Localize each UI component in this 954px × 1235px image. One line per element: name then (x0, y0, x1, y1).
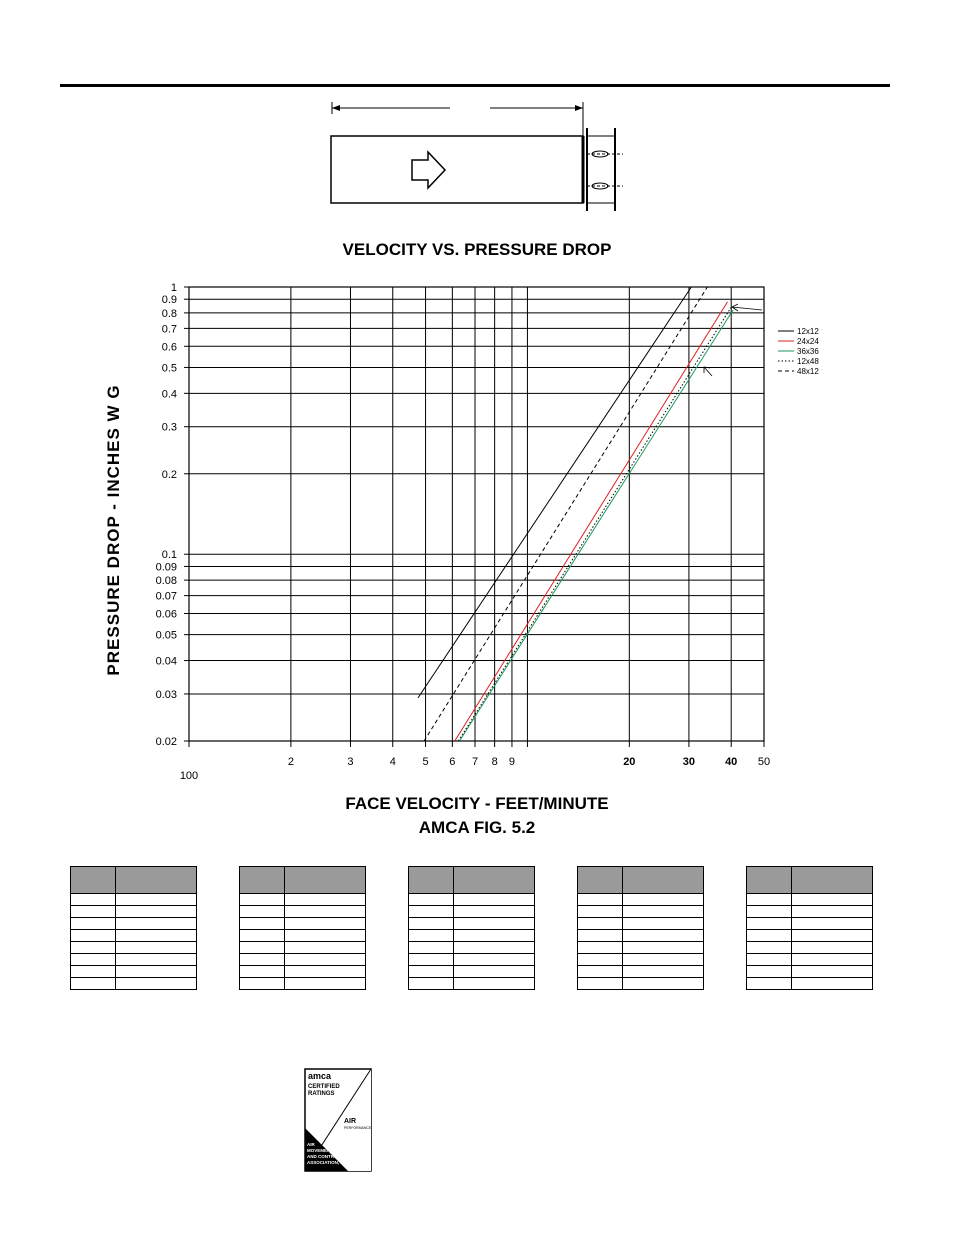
table-row (71, 966, 197, 978)
legend-label: 12x12 (797, 327, 819, 336)
table-cell (578, 906, 623, 918)
table-header-cell (71, 867, 116, 894)
table-cell (578, 894, 623, 906)
table-header-row (578, 867, 704, 894)
table-cell (454, 930, 535, 942)
svg-text:CERTIFIED: CERTIFIED (308, 1084, 340, 1090)
table-cell (116, 906, 197, 918)
table-cell (623, 942, 704, 954)
table-header-cell (792, 867, 873, 894)
table-cell (71, 894, 116, 906)
x-axis-label: FACE VELOCITY - FEET/MINUTE (345, 794, 609, 813)
table-cell (623, 918, 704, 930)
table-cell (578, 966, 623, 978)
table-cell (71, 930, 116, 942)
y-tick-label: 0.9 (161, 294, 177, 307)
x-tick-label: 30 (682, 756, 696, 768)
table-row (240, 942, 366, 954)
table-row (409, 942, 535, 954)
table-row (578, 954, 704, 966)
table-cell (747, 930, 792, 942)
svg-text:AND CONTROL: AND CONTROL (307, 1154, 341, 1159)
amca-certified-ratings-seal (304, 1068, 372, 1172)
table-header-cell (116, 867, 197, 894)
table-cell (409, 906, 454, 918)
table-cell (454, 894, 535, 906)
table-cell (747, 918, 792, 930)
legend-label: 12x48 (797, 357, 819, 366)
table-cell (240, 930, 285, 942)
table-cell (792, 966, 873, 978)
table-cell (116, 978, 197, 990)
table-cell (285, 930, 366, 942)
table-header-cell (409, 867, 454, 894)
x-tick-label: 9 (508, 756, 516, 768)
table-row (409, 894, 535, 906)
chart-title: VELOCITY VS. PRESSURE DROP (342, 240, 612, 259)
table-cell (285, 918, 366, 930)
table-cell (409, 954, 454, 966)
table-cell (409, 978, 454, 990)
table-cell (71, 906, 116, 918)
table-cell (240, 918, 285, 930)
table-cell (71, 918, 116, 930)
table-cell (116, 930, 197, 942)
table-cell (623, 966, 704, 978)
data-table (746, 866, 873, 990)
table-cell (116, 942, 197, 954)
table-header-row (71, 867, 197, 894)
x-tick-label: 20 (623, 756, 636, 768)
table-cell (792, 906, 873, 918)
table-cell (285, 942, 366, 954)
table-cell (285, 954, 366, 966)
table-cell (409, 894, 454, 906)
table-cell (454, 918, 535, 930)
table-cell (285, 894, 366, 906)
data-table (577, 866, 704, 990)
svg-text:amca: amca (308, 1071, 332, 1081)
table-cell (409, 918, 454, 930)
svg-text:AIR: AIR (307, 1142, 315, 1147)
table-cell (578, 978, 623, 990)
table-row (409, 978, 535, 990)
series-line-12x12 (418, 287, 691, 698)
table-row (71, 942, 197, 954)
table-cell (71, 954, 116, 966)
table-row (747, 918, 873, 930)
table-row (240, 966, 366, 978)
table-header-row (747, 867, 873, 894)
y-tick-label: 1 (170, 282, 177, 294)
table-row (578, 942, 704, 954)
table-row (747, 966, 873, 978)
y-tick-label: 0.06 (155, 608, 177, 621)
table-cell (71, 978, 116, 990)
table-cell (409, 930, 454, 942)
x-tick-label: 40 (725, 756, 738, 768)
table-cell (285, 978, 366, 990)
table-cell (454, 954, 535, 966)
table-row (71, 906, 197, 918)
table-cell (454, 978, 535, 990)
header-rule (60, 84, 890, 87)
y-tick-label: 0.6 (161, 341, 177, 354)
series-line-36x36 (460, 310, 733, 741)
table-row (747, 930, 873, 942)
svg-text:ASSOCIATION, INC.: ASSOCIATION, INC. (307, 1160, 350, 1165)
table-cell (578, 918, 623, 930)
table-cell (623, 894, 704, 906)
y-tick-label: 0.4 (161, 388, 177, 401)
damper-diagram (325, 98, 625, 218)
table-row (409, 930, 535, 942)
table-cell (240, 978, 285, 990)
y-tick-label: 0.09 (155, 561, 177, 574)
y-tick-label: 0.05 (155, 629, 177, 642)
table-header-cell (285, 867, 366, 894)
x-tick-label: 50 (757, 756, 771, 768)
x-tick-label: 5 (422, 756, 429, 768)
y-tick-label: 0.04 (155, 655, 177, 668)
svg-text:AIR: AIR (344, 1118, 357, 1125)
x-tick-label: 4 (389, 756, 396, 768)
x-tick-label: 2 (287, 756, 294, 768)
table-cell (240, 894, 285, 906)
table-cell (747, 966, 792, 978)
velocity-pressure-chart (0, 270, 954, 790)
table-header-cell (623, 867, 704, 894)
table-cell (747, 942, 792, 954)
table-cell (623, 954, 704, 966)
table-cell (792, 918, 873, 930)
table-header-cell (454, 867, 535, 894)
table-cell (747, 978, 792, 990)
table-row (71, 918, 197, 930)
table-cell (285, 906, 366, 918)
table-cell (792, 954, 873, 966)
table-cell (454, 942, 535, 954)
arrowhead-left-icon (332, 105, 340, 111)
x-tick-label: 7 (471, 756, 479, 768)
svg-text:RATINGS: RATINGS (308, 1091, 335, 1097)
table-cell (116, 954, 197, 966)
y-tick-label: 0.02 (155, 736, 177, 748)
table-cell (454, 906, 535, 918)
data-table (408, 866, 535, 990)
y-tick-label: 0.07 (155, 590, 177, 603)
table-row (409, 966, 535, 978)
table-cell (747, 954, 792, 966)
table-row (747, 954, 873, 966)
duct-body (331, 136, 583, 203)
table-cell (116, 894, 197, 906)
table-row (747, 978, 873, 990)
table-row (71, 894, 197, 906)
svg-text:MOVEMENT: MOVEMENT (307, 1148, 334, 1153)
table-cell (71, 942, 116, 954)
table-row (240, 930, 366, 942)
series-line-12x48 (458, 307, 731, 741)
table-header-row (409, 867, 535, 894)
table-header-row (240, 867, 366, 894)
table-cell (792, 930, 873, 942)
dimension-gap (450, 102, 490, 114)
table-row (71, 930, 197, 942)
table-row (240, 918, 366, 930)
table-header-cell (747, 867, 792, 894)
table-row (578, 894, 704, 906)
y-tick-label: 0.3 (161, 421, 177, 434)
table-row (409, 918, 535, 930)
y-tick-label: 0.2 (161, 468, 177, 481)
table-header-cell (240, 867, 285, 894)
table-row (240, 978, 366, 990)
table-row (71, 978, 197, 990)
legend-label: 24x24 (797, 337, 819, 346)
table-cell (454, 966, 535, 978)
table-header-cell (578, 867, 623, 894)
y-tick-label: 0.8 (161, 307, 177, 320)
table-row (578, 918, 704, 930)
table-row (747, 942, 873, 954)
series-line-48x12 (424, 287, 707, 741)
table-cell (623, 906, 704, 918)
data-table (239, 866, 366, 990)
arrowhead-right-icon (575, 105, 583, 111)
table-row (578, 966, 704, 978)
table-row (240, 894, 366, 906)
table-cell (623, 978, 704, 990)
y-tick-label: 0.1 (161, 549, 177, 562)
table-cell (623, 930, 704, 942)
table-cell (240, 942, 285, 954)
legend-label: 36x36 (797, 347, 819, 356)
plot-frame (189, 287, 764, 741)
y-axis-label: PRESSURE DROP - INCHES W G (104, 384, 123, 676)
table-row (240, 906, 366, 918)
y-tick-label: 0.7 (161, 323, 177, 336)
table-cell (578, 942, 623, 954)
table-cell (240, 966, 285, 978)
table-row (240, 954, 366, 966)
y-tick-label: 0.08 (155, 575, 177, 588)
table-cell (747, 906, 792, 918)
table-cell (240, 954, 285, 966)
svg-text:PERFORMANCE: PERFORMANCE (344, 1126, 372, 1130)
table-cell (792, 894, 873, 906)
data-table (70, 866, 197, 990)
table-row (578, 978, 704, 990)
table-cell (792, 942, 873, 954)
table-cell (285, 966, 366, 978)
x-origin-label: 100 (179, 770, 199, 782)
callout-arrow-lower-icon (704, 367, 712, 376)
table-cell (409, 966, 454, 978)
x-tick-label: 8 (491, 756, 498, 768)
x-tick-label: 3 (347, 756, 354, 768)
airflow-arrow-icon (412, 152, 445, 188)
figure-label: AMCA FIG. 5.2 (418, 818, 536, 837)
table-cell (578, 930, 623, 942)
table-row (409, 906, 535, 918)
legend-label: 48x12 (797, 367, 819, 376)
table-row (578, 930, 704, 942)
table-cell (747, 894, 792, 906)
table-row (747, 906, 873, 918)
table-row (71, 954, 197, 966)
table-cell (792, 978, 873, 990)
table-row (409, 954, 535, 966)
table-cell (409, 942, 454, 954)
y-tick-label: 0.03 (155, 688, 177, 701)
table-cell (116, 918, 197, 930)
table-cell (240, 906, 285, 918)
table-cell (116, 966, 197, 978)
table-row (747, 894, 873, 906)
table-cell (71, 966, 116, 978)
y-tick-label: 0.5 (161, 362, 177, 375)
table-cell (578, 954, 623, 966)
table-row (578, 906, 704, 918)
x-tick-label: 6 (449, 756, 456, 768)
